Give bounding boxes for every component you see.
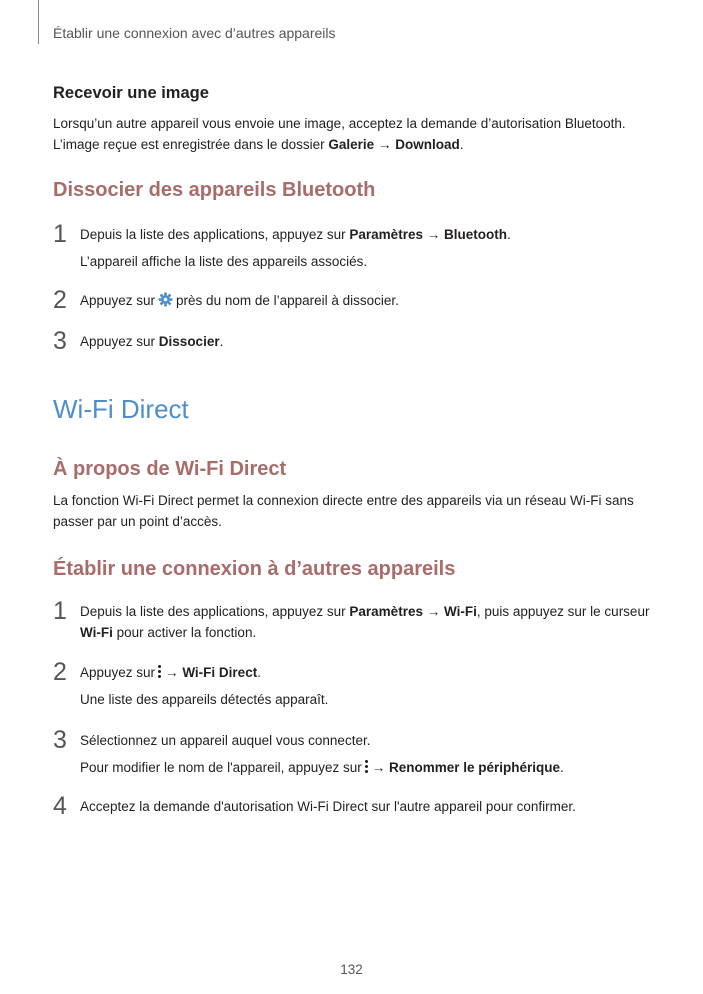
text: Appuyez sur <box>80 293 156 308</box>
page-number: 132 <box>340 962 363 977</box>
text: Appuyez sur <box>80 665 156 680</box>
arrow: → <box>422 227 444 242</box>
step-number: 1 <box>53 597 67 625</box>
step-number: 4 <box>53 792 67 820</box>
bold-wifi: Wi-Fi <box>80 625 113 640</box>
step-note <box>80 757 564 778</box>
step-number: 3 <box>53 327 67 355</box>
unpair-heading: Dissocier des appareils Bluetooth <box>53 179 376 201</box>
unpair-step-2 <box>80 290 399 311</box>
bold-bluetooth: Bluetooth <box>443 227 507 242</box>
header-rule <box>38 0 39 44</box>
section-title: Wi-Fi Direct <box>53 394 189 424</box>
bold-dissocier: Dissocier <box>158 334 220 349</box>
step-note: Une liste des appareils détectés apparaît. <box>80 692 329 707</box>
receive-line-2 <box>53 134 626 155</box>
about-heading: À propos de Wi-Fi Direct <box>53 458 287 480</box>
arrow: → <box>422 604 444 619</box>
text: Depuis la liste des applications, appuyez sur <box>80 604 350 619</box>
text: Appuyez sur <box>80 334 159 349</box>
receive-heading: Recevoir une image <box>53 84 209 102</box>
text: . <box>219 334 224 349</box>
step-number: 2 <box>53 286 67 314</box>
bold-wifi: Wi-Fi <box>443 604 477 619</box>
step-number: 1 <box>53 220 67 248</box>
step-text-2 <box>80 622 649 643</box>
arrow: → <box>165 665 183 680</box>
text: pour activer la fonction. <box>112 625 257 640</box>
text: , puis appuyez sur le curseur <box>476 604 650 619</box>
gear-icon <box>158 292 173 307</box>
connect-step-1 <box>80 601 649 643</box>
connect-step-4: Acceptez la demande d'autorisation Wi-Fi Direct sur l'autre appareil pour confirmer. <box>80 799 576 814</box>
unpair-step-1 <box>80 224 511 272</box>
step-text <box>80 224 511 245</box>
text: . <box>459 137 464 152</box>
text: Depuis la liste des applications, appuyez sur <box>80 227 350 242</box>
receive-line-1: Lorsqu’un autre appareil vous envoie une image, acceptez la demande d’autorisation Bluetooth. <box>53 116 626 131</box>
more-options-icon <box>157 664 162 679</box>
connect-heading: Établir une connexion à d’autres appareils <box>53 558 456 580</box>
bold-download: Download <box>395 137 460 152</box>
step-text <box>80 601 649 622</box>
connect-step-3 <box>80 730 564 778</box>
running-header: Établir une connexion avec d’autres appareils <box>53 25 336 41</box>
unpair-step-3 <box>80 331 223 352</box>
about-line-1: La fonction Wi-Fi Direct permet la connexion directe entre des appareils via un réseau Wi-Fi sans <box>53 493 634 508</box>
step-note: L’appareil affiche la liste des appareils associés. <box>80 254 368 269</box>
text: . <box>506 227 511 242</box>
step-number: 2 <box>53 658 67 686</box>
bold-parametres: Paramètres <box>349 604 423 619</box>
bold-wifi-direct: Wi-Fi Direct <box>182 665 258 680</box>
bold-parametres: Paramètres <box>349 227 423 242</box>
step-text <box>80 662 328 683</box>
about-paragraph <box>53 490 634 532</box>
step-text: Sélectionnez un appareil auquel vous connecter. <box>80 733 371 748</box>
text: près du nom de l’appareil à dissocier. <box>176 293 399 308</box>
more-options-icon <box>364 759 369 774</box>
text: . <box>257 665 261 680</box>
receive-paragraph <box>53 113 626 155</box>
text: . <box>560 760 564 775</box>
connect-step-2 <box>80 662 328 710</box>
about-line-2: passer par un point d’accès. <box>53 514 222 529</box>
arrow: → <box>374 137 396 152</box>
text: L’image reçue est enregistrée dans le dossier <box>53 137 329 152</box>
step-number: 3 <box>53 726 67 754</box>
bold-rename-device: Renommer le périphérique <box>389 760 561 775</box>
arrow: → <box>371 760 389 775</box>
bold-galerie: Galerie <box>328 137 375 152</box>
text: Pour modifier le nom de l'appareil, appuyez sur <box>80 760 362 775</box>
